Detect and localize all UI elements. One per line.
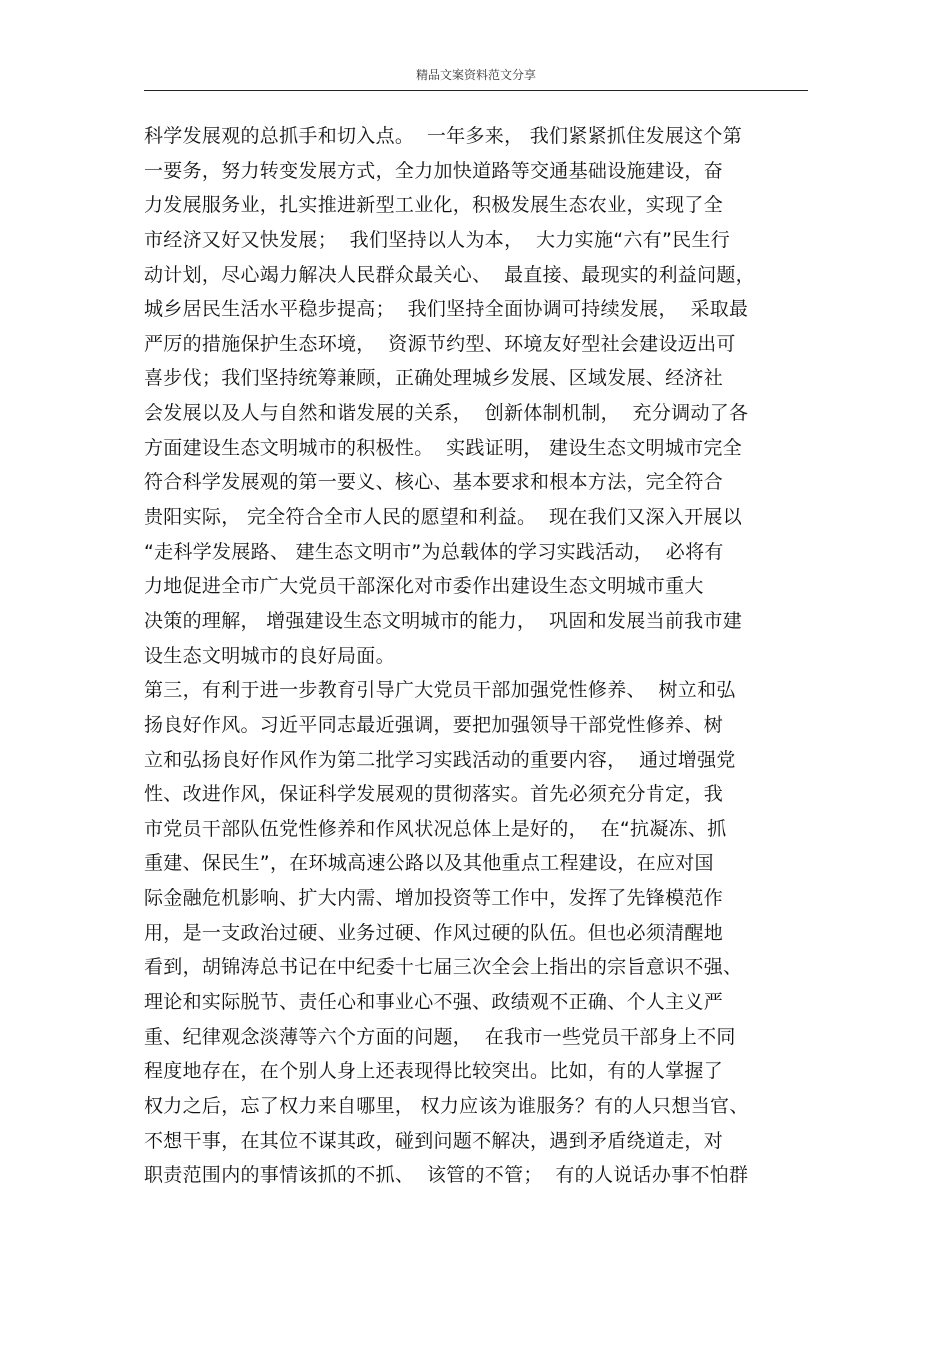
text-line: “走科学发展路、 建生态文明市”为总载体的学习实践活动， 必将有	[144, 540, 724, 563]
text-line: 重建、保民生”，在环城高速公路以及其他重点工程建设，在应对国	[144, 852, 714, 875]
text-line: 符合科学发展观的第一要义、核心、基本要求和根本方法，完全符合	[144, 471, 724, 494]
text-line: 性、改进作风，保证科学发展观的贯彻落实。首先必须充分肯定，我	[144, 783, 724, 806]
text-line: 用，是一支政治过硬、业务过硬、作风过硬的队伍。但也必须清醒地	[144, 921, 724, 944]
document-body	[144, 119, 816, 1193]
text-line: 方面建设生态文明城市的积极性。 实践证明， 建设生态文明城市完全	[144, 436, 743, 459]
text-line: 际金融危机影响、扩大内需、增加投资等工作中，发挥了先锋模范作	[144, 887, 724, 910]
text-line: 严厉的措施保护生态环境， 资源节约型、环境友好型社会建设迈出可	[144, 332, 736, 355]
page-header	[144, 64, 808, 91]
text-line: 力地促进全市广大党员干部深化对市委作出建设生态文明城市重大	[144, 575, 704, 598]
text-line: 权力之后，忘了权力来自哪里， 权力应该为谁服务？有的人只想当官、	[144, 1094, 749, 1117]
text-line: 扬良好作风。习近平同志最近强调，要把加强领导干部党性修养、树	[144, 713, 724, 736]
text-line: 动计划，尽心竭力解决人民群众最关心、 最直接、最现实的利益问题，	[144, 263, 755, 286]
text-line: 力发展服务业，扎实推进新型工业化，积极发展生态农业，实现了全	[144, 194, 724, 217]
text-line: 贵阳实际， 完全符合全市人民的愿望和利益。 现在我们又深入开展以	[144, 506, 743, 529]
text-line: 理论和实际脱节、责任心和事业心不强、政绩观不正确、个人主义严	[144, 991, 724, 1014]
text-line: 会发展以及人与自然和谐发展的关系， 创新体制机制， 充分调动了各	[144, 402, 749, 425]
text-line: 市党员干部队伍党性修养和作风状况总体上是好的， 在“抗凝冻、抓	[144, 817, 727, 840]
text-line: 程度地存在，在个别人身上还表现得比较突出。比如，有的人掌握了	[144, 1060, 724, 1083]
header-title: 精品文案资料范文分享	[415, 68, 536, 82]
text-line: 市经济又好又快发展； 我们坚持以人为本， 大力实施“六有”民生行	[144, 228, 731, 251]
text-line: 职责范围内的事情该抓的不抓、 该管的不管； 有的人说话办事不怕群	[144, 1164, 749, 1187]
text-line: 重、纪律观念淡薄等六个方面的问题， 在我市一些党员干部身上不同	[144, 1025, 736, 1048]
text-line: 决策的理解， 增强建设生态文明城市的能力， 巩固和发展当前我市建	[144, 609, 743, 632]
text-line: 立和弘扬良好作风作为第二批学习实践活动的重要内容， 通过增强党	[144, 748, 736, 771]
text-line: 科学发展观的总抓手和切入点。 一年多来， 我们紧紧抓住发展这个第	[144, 125, 743, 147]
text-line: 第三，有利于进一步教育引导广大党员干部加强党性修养、 树立和弘	[144, 679, 736, 702]
text-line: 一要务，努力转变发展方式，全力加快道路等交通基础设施建设，奋	[144, 159, 724, 182]
text-line: 看到，胡锦涛总书记在中纪委十七届三次全会上指出的宗旨意识不强、	[144, 956, 743, 979]
text-line: 设生态文明城市的良好局面。	[144, 644, 395, 667]
text-line: 不想干事，在其位不谋其政，碰到问题不解决，遇到矛盾绕道走，对	[144, 1129, 724, 1152]
text-line: 城乡居民生活水平稳步提高； 我们坚持全面协调可持续发展， 采取最	[144, 298, 749, 321]
text-line: 喜步伐；我们坚持统筹兼顾，正确处理城乡发展、区域发展、经济社	[144, 367, 724, 390]
